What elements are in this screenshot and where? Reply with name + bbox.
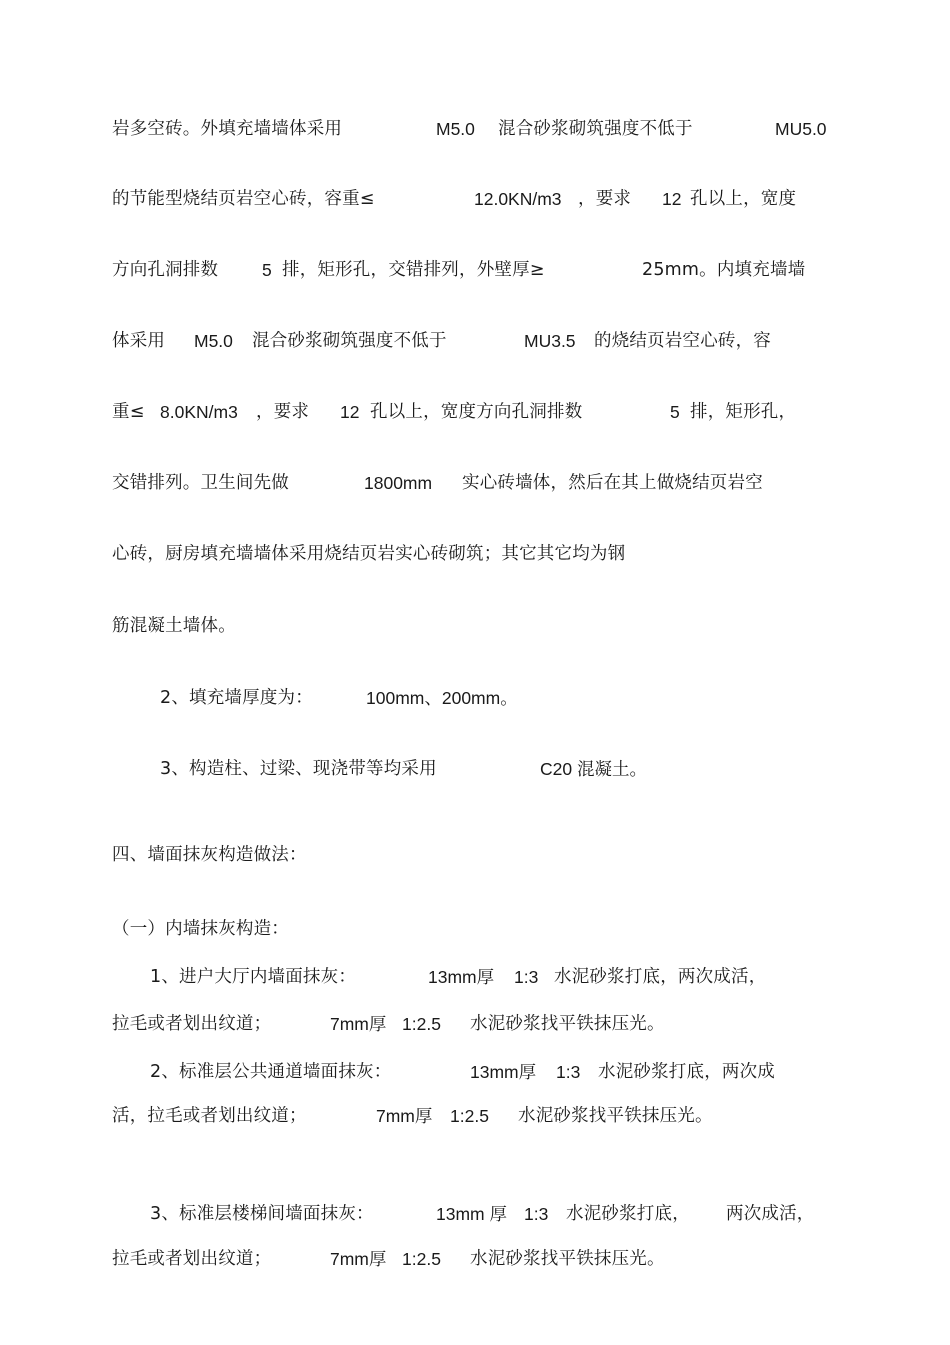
- text-segment: MU5.0: [775, 119, 827, 139]
- paragraph-line: [0, 468, 950, 498]
- paragraph-line: [0, 114, 950, 144]
- text-segment: 两次成活，: [726, 1204, 815, 1224]
- list-item: [0, 683, 950, 713]
- text-segment: 12: [662, 189, 682, 209]
- text-segment: M5.0: [194, 331, 233, 351]
- list-item: [0, 1199, 950, 1229]
- paragraph-line: [0, 184, 950, 214]
- text-segment: 1、进户大厅内墙面抹灰：: [150, 967, 357, 987]
- text-segment: 1:2.5: [402, 1249, 441, 1269]
- text-segment: C20 混凝土。: [540, 759, 647, 779]
- paragraph-line: [0, 611, 950, 641]
- text-segment: 四、墙面抹灰构造做法：: [112, 845, 307, 865]
- text-segment: 13mm 厚: [436, 1204, 507, 1224]
- text-segment: 水泥砂浆打底，两次成: [598, 1062, 775, 1082]
- text-segment: ，要求: [256, 402, 310, 422]
- text-segment: 2、填充墙厚度为：: [160, 688, 313, 708]
- list-item: [0, 962, 950, 992]
- paragraph-line: [0, 326, 950, 356]
- text-segment: 混合砂浆砌筑强度不低于: [252, 331, 447, 351]
- text-segment: ，要求: [578, 189, 632, 209]
- text-segment: 3、标准层楼梯间墙面抹灰：: [150, 1204, 374, 1224]
- subsection-heading: [0, 914, 950, 944]
- text-segment: 3、构造柱、过梁、现浇带等均采用: [160, 759, 437, 779]
- text-segment: 1800mm: [364, 473, 433, 493]
- text-segment: 7mm厚: [376, 1106, 433, 1126]
- text-segment: 体采用: [112, 331, 166, 351]
- text-segment: 1:2.5: [450, 1106, 489, 1126]
- text-segment: M5.0: [436, 119, 475, 139]
- text-segment: 12: [340, 402, 360, 422]
- text-segment: 13mm厚: [470, 1062, 537, 1082]
- text-segment: 7mm厚: [330, 1249, 387, 1269]
- paragraph-line: [0, 397, 950, 427]
- text-segment: 筋混凝土墙体。: [112, 616, 236, 636]
- text-segment: 水泥砂浆打底，: [566, 1204, 690, 1224]
- text-segment: 排，矩形孔，交错排列，外壁厚≥: [282, 260, 545, 280]
- text-segment: 方向孔洞排数: [112, 260, 219, 280]
- text-segment: 13mm厚: [428, 967, 495, 987]
- text-segment: 活，拉毛或者划出纹道；: [112, 1106, 307, 1126]
- text-segment: 8.0KN/m3: [160, 402, 238, 422]
- text-segment: 的节能型烧结页岩空心砖，容重≤: [112, 189, 375, 209]
- text-segment: 拉毛或者划出纹道；: [112, 1249, 272, 1269]
- text-segment: 水泥砂浆找平铁抹压光。: [470, 1014, 665, 1034]
- text-segment: 5: [262, 260, 272, 280]
- text-segment: 水泥砂浆打底，两次成活，: [554, 967, 767, 987]
- paragraph-line: [0, 255, 950, 285]
- text-segment: 孔以上，宽度: [690, 189, 797, 209]
- paragraph-line: [0, 1101, 950, 1131]
- text-segment: 1:3: [524, 1204, 549, 1224]
- paragraph-line: [0, 539, 950, 569]
- text-segment: 实心砖墙体，然后在其上做烧结页岩空: [462, 473, 763, 493]
- text-segment: 1:3: [556, 1062, 581, 1082]
- text-segment: 拉毛或者划出纹道；: [112, 1014, 272, 1034]
- text-segment: 5: [670, 402, 680, 422]
- text-segment: 交错排列。卫生间先做: [112, 473, 289, 493]
- text-segment: 混合砂浆砌筑强度不低于: [498, 119, 693, 139]
- text-segment: 2、标准层公共通道墙面抹灰：: [150, 1062, 392, 1082]
- list-item: [0, 1057, 950, 1087]
- text-segment: 25mm。内填充墙墙: [642, 260, 806, 280]
- text-segment: 重≤: [112, 402, 145, 422]
- text-segment: 1:3: [514, 967, 539, 987]
- text-segment: 12.0KN/m3: [474, 189, 562, 209]
- text-segment: 水泥砂浆找平铁抹压光。: [470, 1249, 665, 1269]
- paragraph-line: [0, 1009, 950, 1039]
- text-segment: MU3.5: [524, 331, 576, 351]
- text-segment: 7mm厚: [330, 1014, 387, 1034]
- text-segment: 心砖，厨房填充墙墙体采用烧结页岩实心砖砌筑；其它其它均为钢: [112, 544, 626, 564]
- text-segment: 排，矩形孔，: [690, 402, 797, 422]
- text-segment: （一）内墙抹灰构造：: [112, 919, 289, 939]
- text-segment: 1:2.5: [402, 1014, 441, 1034]
- text-segment: 水泥砂浆找平铁抹压光。: [518, 1106, 713, 1126]
- section-heading: [0, 840, 950, 870]
- text-segment: 100mm、200mm。: [366, 688, 518, 708]
- text-segment: 的烧结页岩空心砖，容: [594, 331, 771, 351]
- text-segment: 岩多空砖。外填充墙墙体采用: [112, 119, 343, 139]
- list-item: [0, 754, 950, 784]
- paragraph-line: [0, 1244, 950, 1274]
- text-segment: 孔以上，宽度方向孔洞排数: [370, 402, 583, 422]
